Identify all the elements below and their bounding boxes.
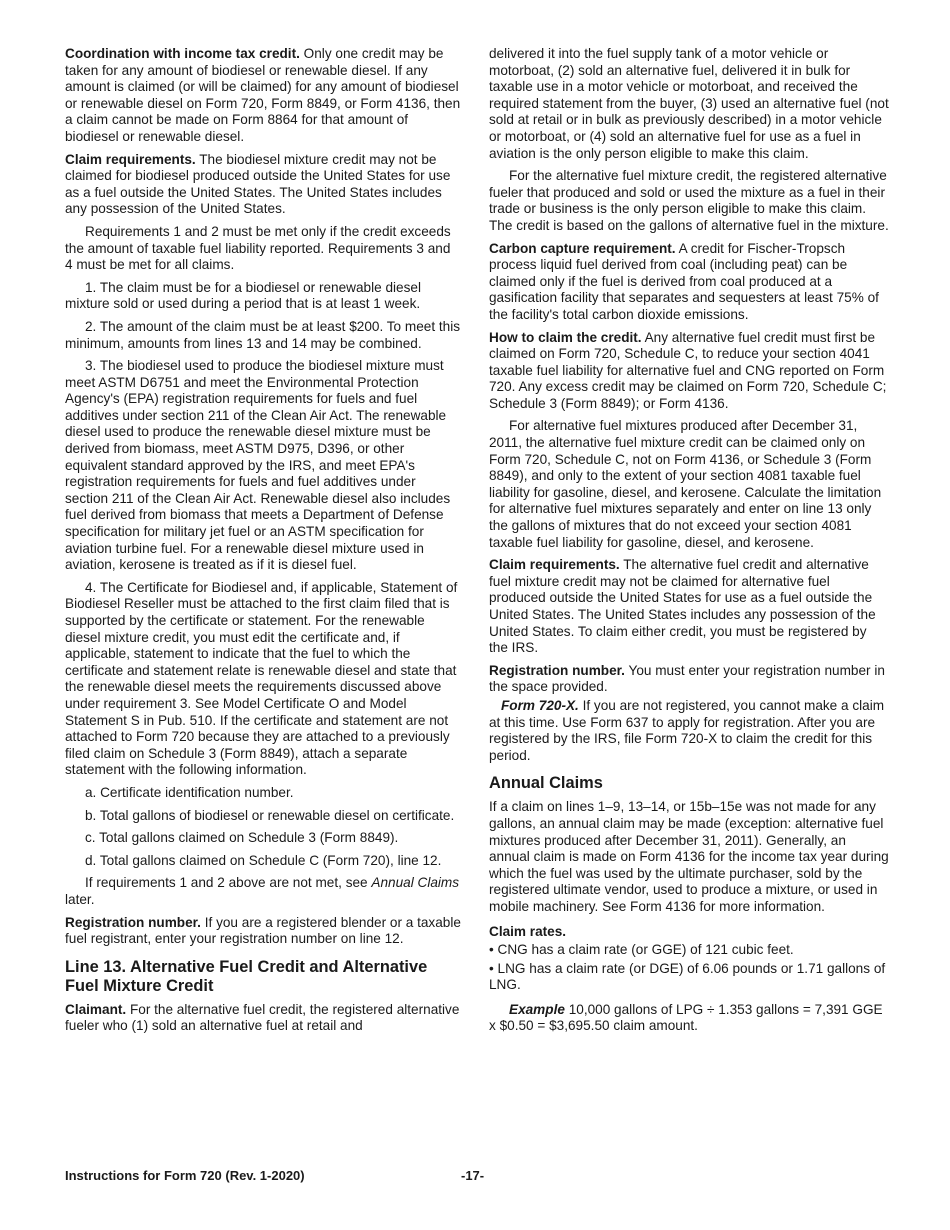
list-item-b: b. Total gallons of biodiesel or renewable diesel on certificate. xyxy=(85,807,455,823)
paragraph-form-720x: Form 720-X. If you are not registered, you cannot make a claim at this time. Use Form 637 to apply for registration. After you are registered by the IRS, file Form 720-X to claim the credit for this period. xyxy=(489,697,885,763)
paragraph-claim-requirements: Claim requirements. The biodiesel mixture credit may not be claimed for biodiesel produced outside the United States for use as a fuel outside the United States. The United States includes any possession of the United States. xyxy=(65,151,451,217)
list-item-a: a. Certificate identification number. xyxy=(85,784,294,800)
paragraph-mixture-credit: For the alternative fuel mixture credit, the registered alternative fueler that produced and sold or used the mixture as a fuel in their trade or business is the only person eligible to make this claim. The credit is based on the gallons of alternative fuel in the mixture. xyxy=(489,168,889,233)
footer-form-title: Instructions for Form 720 (Rev. 1-2020) xyxy=(65,1168,305,1183)
heading-annual-claims: Annual Claims xyxy=(489,774,603,793)
heading-claim-rates: Claim rates. xyxy=(489,923,567,939)
left-column xyxy=(65,46,461,1041)
paragraph-example: Example 10,000 gallons of LPG ÷ 1.353 gallons = 7,391 GGE x $0.50 = $3,695.50 claim amount. xyxy=(489,1001,883,1034)
paragraph-how-to-claim: How to claim the credit. Any alternative fuel credit must first be claimed on Form 720, Schedule C, to reduce your section 4041 taxable fuel liability for alternative fuel and CNG reported on Form 720. Any excess credit may be claimed on Form 720, Schedule C; Schedule 3 (Form 8849); or Form 4136. xyxy=(489,329,887,411)
bullet-lng: • LNG has a claim rate (or DGE) of 6.06 pounds or 1.71 gallons of LNG. xyxy=(489,960,886,993)
paragraph-claimant: Claimant. For the alternative fuel credit, the registered alternative fueler who (1) sold an alternative fuel at retail and xyxy=(65,1001,460,1034)
list-item-d: d. Total gallons claimed on Schedule C (Form 720), line 12. xyxy=(85,852,442,868)
requirement-3: 3. The biodiesel used to produce the biodiesel mixture must meet ASTM D6751 and meet the Environmental Protection Agency's (EPA) registration requirements for fuels and fuel additives under section 211 of the Clean Air Act. The renewable diesel used to produce the renewable diesel mixture must be derived from biomass, meet ASTM D975, D396, or other equivalent standard approved by the IRS, and meet EPA's registration requirements for fuels and fuel additives under section 211 of the Clean Air Act. Renewable diesel also includes fuel derived from biomass that meets a Department of Defense specification for military jet fuel or an ASTM specification for aviation turbine fuel. For a renewable diesel mixture used in aviation, kerosene is treated as if it is diesel fuel. xyxy=(65,358,451,573)
requirement-2: 2. The amount of the claim must be at least $200. To meet this minimum, amounts from lines 13 and 14 may be combined. xyxy=(65,318,461,351)
paragraph-coordination: Coordination with income tax credit. Only one credit may be taken for any amount of biodiesel or renewable diesel. If any amount is claimed (or will be claimed) for any amount of biodiesel or renewable diesel on Form 720, Form 8849, or Form 4136, then a claim cannot be made on Form 8864 for that amount of biodiesel or renewable diesel. xyxy=(65,46,461,144)
paragraph-registration-number-alt: Registration number. You must enter your registration number in the space provided. xyxy=(489,662,885,695)
paragraph-annual-ref: If requirements 1 and 2 above are not met, see Annual Claims later. xyxy=(65,875,460,907)
paragraph-requirements-intro: Requirements 1 and 2 must be met only if the credit exceeds the amount of taxable fuel liability reported. Requirements 3 and 4 must be met for all claims. xyxy=(65,223,451,273)
requirement-1: 1. The claim must be for a biodiesel or renewable diesel mixture sold or used during a period that is at least 1 week. xyxy=(65,279,421,312)
paragraph-claim-requirements-alt: Claim requirements. The alternative fuel credit and alternative fuel mixture credit may not be claimed for alternative fuel produced outside the United States for use as a fuel outside the United States. The United States includes any possession of the United States. To claim either credit, you must be registered by the IRS. xyxy=(489,557,876,656)
paragraph-claimant-continued: delivered it into the fuel supply tank of a motor vehicle or motorboat, (2) sold an alternative fuel, delivered it in bulk for taxable use in a motor vehicle or motorboat, and received the required statement from the buyer, (3) used an alternative fuel (not sold at retail or in bulk as previously described) in a motor vehicle or motorboat, or (4) sold an alternative fuel for use as a fuel in aviation is the only person eligible to make this claim. xyxy=(489,46,889,161)
requirement-4: 4. The Certificate for Biodiesel and, if applicable, Statement of Biodiesel Reseller must be attached to the first claim filed that is supported by the certificate or statement. For the renewable diesel mixture credit, you must edit the certificate and, if applicable, statement to indicate that the fuel to which the certificate and statement relate is renewable diesel and state that the renewable diesel meets the requirements discussed above under requirement 3. See Model Certificate O and Model Statement S in Pub. 510. If the certificate and statement are not attached to Form 720 because they are attached to a previously filed claim on Schedule 3 (Form 8849), attach a separate statement with the following information. xyxy=(65,579,458,778)
heading-line-13: Line 13. Alternative Fuel Credit and Alternative Fuel Mixture Credit xyxy=(65,957,428,995)
paragraph-mixtures-2011: For alternative fuel mixtures produced after December 31, 2011, the alternative fuel mixture credit can be claimed only on Form 720, Schedule C, not on Form 4136, or Schedule 3 (Form 8849), and only to the extent of your section 4081 taxable fuel liability for gasoline, diesel, and kerosene. Calculate the limitation for alternative fuel mixtures separately and enter on line 13 only the gallons of mixtures that do not exceed your section 4081 taxable fuel liability for gasoline, diesel, and kerosene. xyxy=(489,418,882,550)
bullet-cng: • CNG has a claim rate (or GGE) of 121 cubic feet. xyxy=(489,942,794,958)
paragraph-annual-claims: If a claim on lines 1–9, 13–14, or 15b–15e was not made for any gallons, an annual claim may be made (exception: alternative fuel mixtures produced after December 31, 2011). Generally, an annual claim is made on Form 4136 for the income tax year during which the fuel was used by the ultimate purchaser, sold by the registered ultimate vendor, used to produce a mixture, or used in mobile machinery. See Form 4136 for more information. xyxy=(489,799,889,914)
paragraph-registration-number: Registration number. If you are a registered blender or a taxable fuel registrant, enter your registration number on line 12. xyxy=(65,914,461,947)
paragraph-carbon-capture: Carbon capture requirement. A credit for Fischer-Tropsch process liquid fuel derived from coal (including peat) can be claimed only if the fuel is derived from coal produced at a gasification facility that separates and sequesters at least 75% of the facility's total carbon dioxide emissions. xyxy=(489,240,879,322)
right-column xyxy=(489,46,889,1041)
page-number: -17- xyxy=(461,1168,485,1183)
list-item-c: c. Total gallons claimed on Schedule 3 (Form 8849). xyxy=(85,830,399,846)
